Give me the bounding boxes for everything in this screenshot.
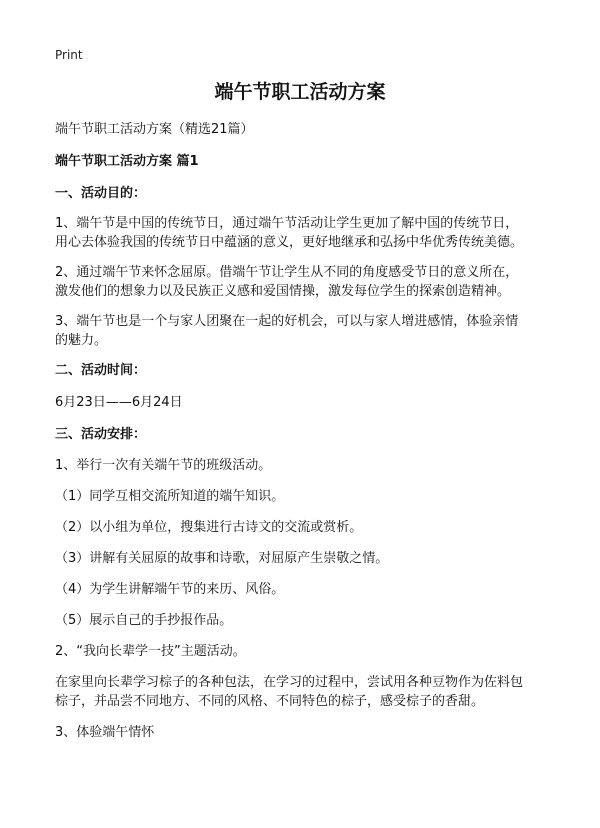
arrangement-item-2-desc-line-1: 在家里向长辈学习棕子的各种包法，在学习的过程中，尝试用各种豆物作为佐料包: [55, 675, 524, 690]
goal-item-2-line-1: 2、通过端午节来怀念屈原。借端午节让学生从不同的角度感受节日的意义所在，: [55, 265, 519, 280]
print-label[interactable]: Print: [55, 48, 83, 62]
time-value: 6月23日——6月24日: [55, 395, 183, 410]
goal-item-1-line-2: 用心去体验我国的传统节日中蕴涵的意义，更好地继承和弘扬中华优秀传统美德。: [55, 235, 524, 250]
arrangement-item-3: 3、体验端午情怀: [55, 725, 155, 740]
document-subtitle: 端午节职工活动方案（精选21篇）: [55, 122, 254, 137]
arrangement-sub-item-1: （1）同学互相交流所知道的端午知识。: [55, 489, 285, 504]
arrangement-sub-item-5: （5）展示自己的手抄报作品。: [55, 613, 233, 628]
document-title: 端午节职工活动方案: [214, 81, 386, 103]
section-heading: 端午节职工活动方案 篇1: [55, 154, 199, 169]
goal-item-1-line-1: 1、端午节是中国的传统节日，通过端午节活动让学生更加了解中国的传统节日，: [55, 216, 519, 231]
arrangement-sub-item-3: （3）讲解有关屈原的故事和诗歌，对屈原产生崇敬之情。: [55, 551, 389, 566]
goal-item-2-line-2: 激发他们的想象力以及民族正义感和爱国情操，激发每位学生的探索创造精神。: [55, 284, 511, 299]
arrangement-item-2-desc-line-2: 棕子，并品尝不同地方、不同的风格、不同特色的棕子，感受棕子的香甜。: [55, 694, 485, 709]
arrangement-heading: 三、活动安排：: [55, 427, 147, 442]
goal-item-3-line-1: 3、端午节也是一个与家人团聚在一起的好机会，可以与家人增进感情，体验亲情: [55, 314, 519, 329]
time-heading: 二、活动时间：: [55, 363, 147, 378]
arrangement-item-1: 1、举行一次有关端午节的班级活动。: [55, 458, 272, 473]
goals-heading: 一、活动目的：: [55, 186, 147, 201]
arrangement-item-2: 2、“我向长辈学一技”主题活动。: [55, 644, 246, 659]
arrangement-sub-item-4: （4）为学生讲解端午节的来历、风俗。: [55, 582, 285, 597]
goal-item-3-line-2: 的魅力。: [55, 333, 108, 348]
arrangement-sub-item-2: （2）以小组为单位，搜集进行古诗文的交流或赏析。: [55, 520, 363, 535]
